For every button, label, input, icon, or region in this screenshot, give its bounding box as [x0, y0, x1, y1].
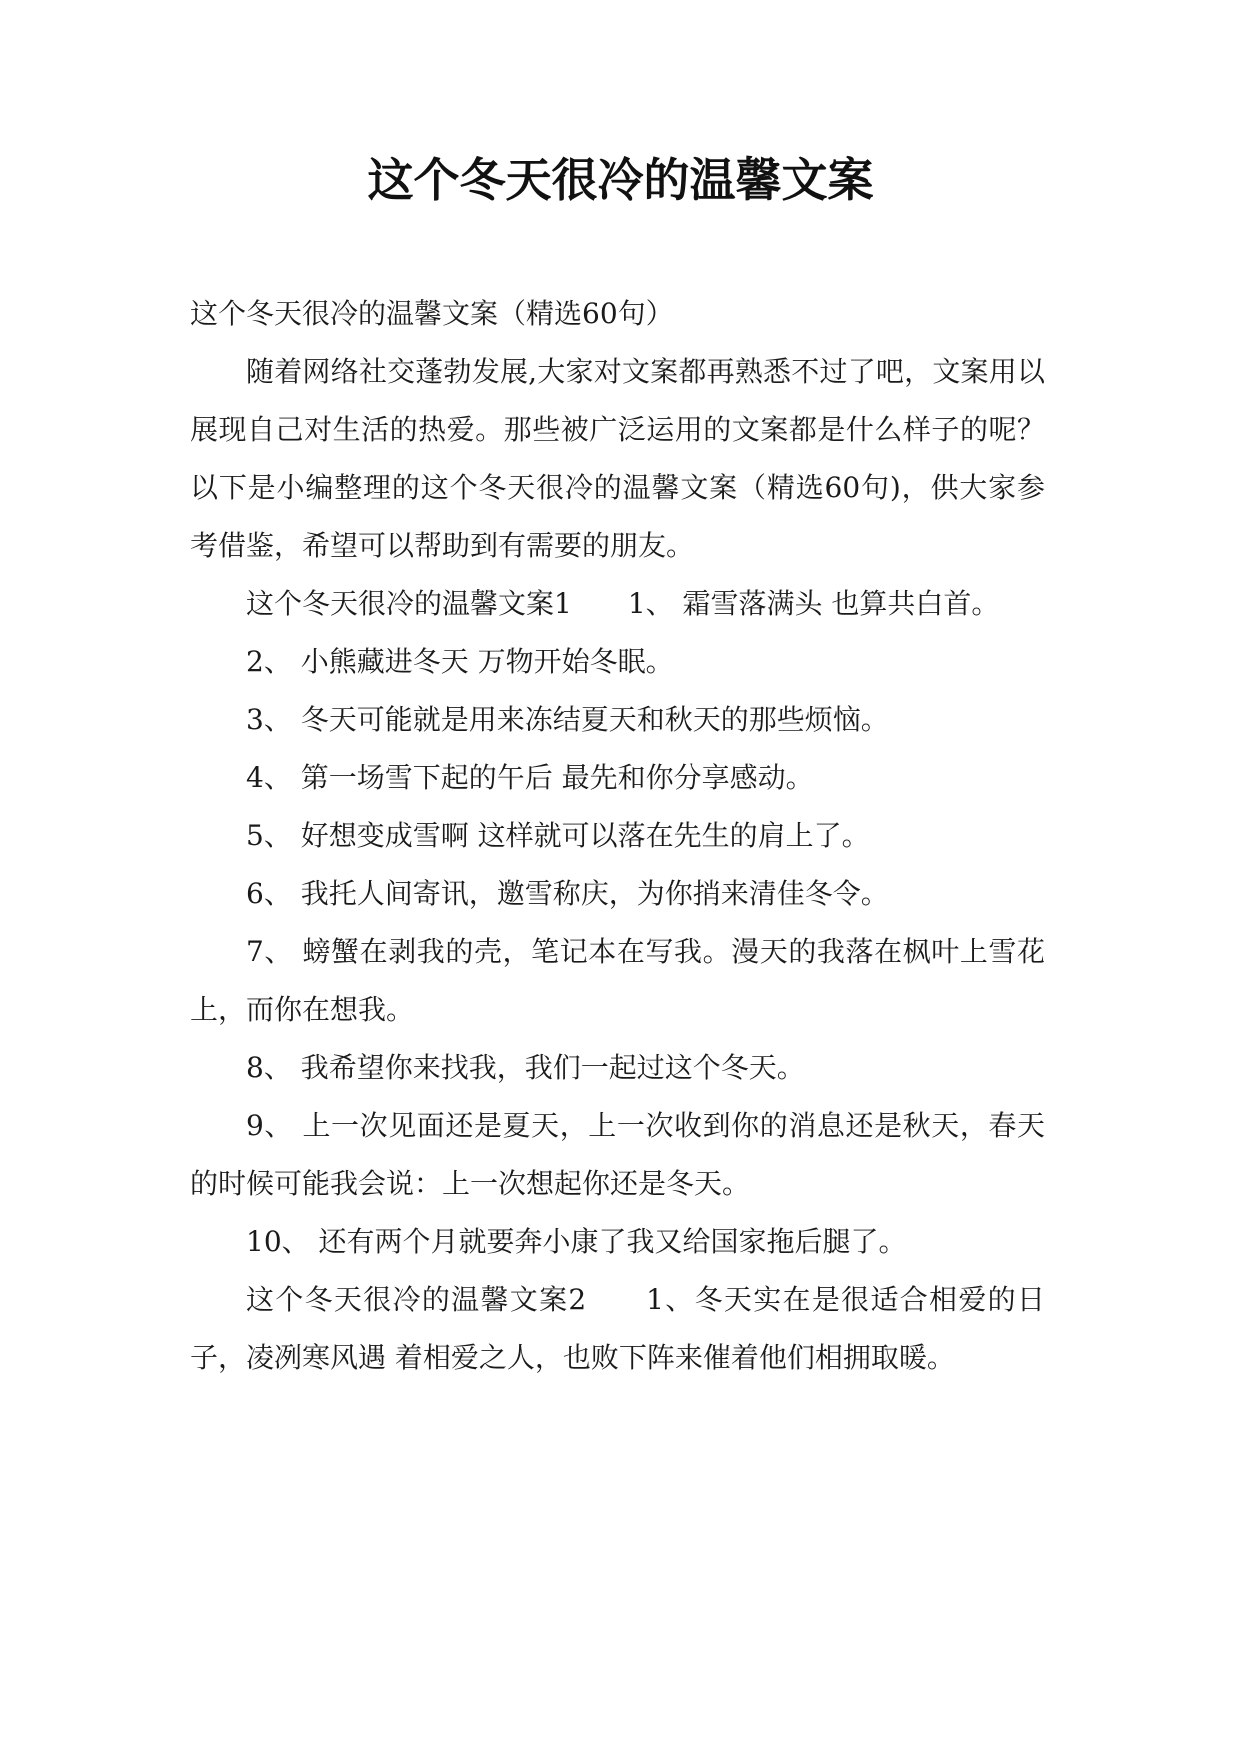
paragraph-item-5: 5、 好想变成雪啊 这样就可以落在先生的肩上了。 [246, 819, 870, 852]
paragraph-item-4: 4、 第一场雪下起的午后 最先和你分享感动。 [246, 761, 814, 794]
paragraph-subtitle: 这个冬天很冷的温馨文案（精选60句） [190, 297, 674, 330]
paragraph-item-8: 8、 我希望你来找我，我们一起过这个冬天。 [246, 1051, 805, 1084]
paragraph-item-6: 6、 我托人间寄讯，邀雪称庆，为你捎来清佳冬令。 [246, 877, 889, 910]
paragraph-section-2-item-1: 这个冬天很冷的温馨文案2 1、冬天实在是很适合相爱的日子，凌冽寒风遇 着相爱之人，也败下阵来催着他们相拥取暖。 [190, 1283, 1045, 1374]
paragraph-item-7: 7、 螃蟹在剥我的壳，笔记本在写我。漫天的我落在枫叶上雪花上，而你在想我。 [190, 935, 1045, 1026]
document-body [190, 285, 1045, 1387]
document-title: 这个冬天很冷的温馨文案 [367, 153, 874, 207]
paragraph-item-10: 10、 还有两个月就要奔小康了我又给国家拖后腿了。 [246, 1225, 907, 1258]
paragraph-item-3: 3、 冬天可能就是用来冻结夏天和秋天的那些烦恼。 [246, 703, 889, 736]
paragraph-item-2: 2、 小熊藏进冬天 万物开始冬眠。 [246, 645, 674, 678]
paragraph-item-9: 9、 上一次见面还是夏天，上一次收到你的消息还是秋天，春天的时候可能我会说：上一次想起你还是冬天。 [190, 1109, 1045, 1200]
paragraph-section-1-item-1: 这个冬天很冷的温馨文案1 1、 霜雪落满头 也算共白首。 [246, 587, 1000, 620]
paragraph-intro: 随着网络社交蓬勃发展,大家对文案都再熟悉不过了吧，文案用以展现自己对生活的热爱。那些被广泛运用的文案都是什么样子的呢？以下是小编整理的这个冬天很冷的温馨文案（精选60句)，供大家参考借鉴，希望可以帮助到有需要的朋友。 [190, 355, 1045, 562]
